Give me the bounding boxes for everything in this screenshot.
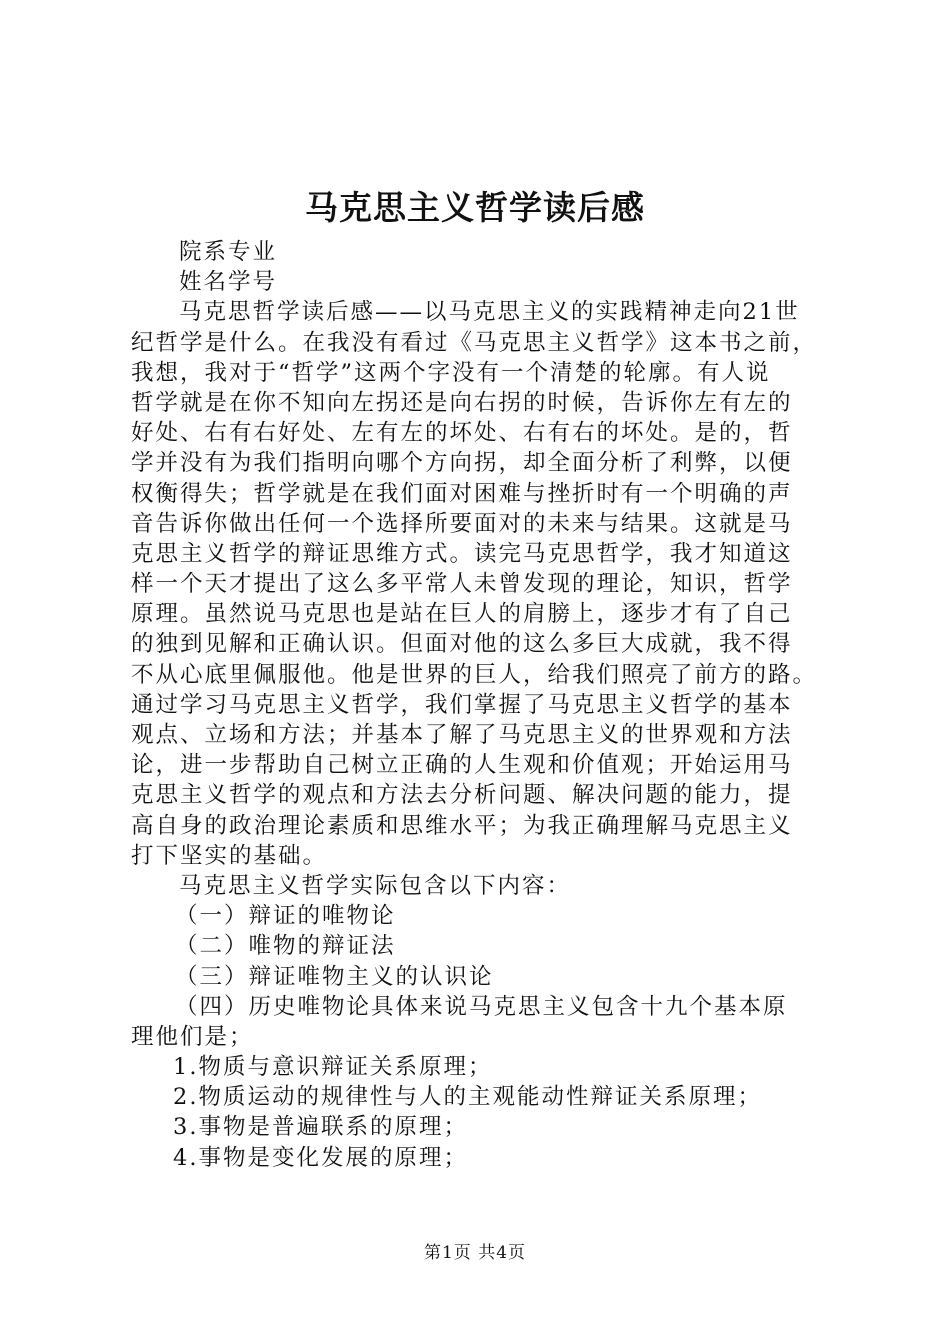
paragraph-line: 不从心底里佩服他。他是世界的巨人，给我们照亮了前方的路。 <box>131 661 818 688</box>
paragraph-line: 马克思哲学读后感——以马克思主义的实践精神走向21世 <box>179 299 800 326</box>
principle-item: 4.事物是变化发展的原理； <box>173 1144 468 1171</box>
paragraph-line: 哲学就是在你不知向左拐还是向右拐的时候，告诉你左有左的 <box>131 389 793 416</box>
document-title: 马克思主义哲学读后感 <box>305 188 645 227</box>
content-intro: 马克思主义哲学实际包含以下内容： <box>179 872 572 899</box>
principle-item: 3.事物是普遍联系的原理； <box>173 1114 468 1141</box>
list-item-4 <box>131 992 833 1052</box>
paragraph-line: 克思主义哲学的观点和方法去分析问题、解决问题的能力，提 <box>131 782 793 809</box>
paragraph-line: 的独到见解和正确认识。但面对他的这么多巨大成就，我不得 <box>131 631 793 658</box>
paragraph-line: 音告诉你做出任何一个选择所要面对的未来与结果。这就是马 <box>131 510 793 537</box>
document-body <box>131 237 833 1173</box>
paragraph-line: 论，进一步帮助自己树立正确的人生观和价值观；开始运用马 <box>131 752 793 779</box>
list-item: （二）唯物的辩证法 <box>175 933 396 960</box>
paragraph-line: 样一个天才提出了这么多平常人未曾发现的理论，知识，哲学 <box>131 571 793 598</box>
paragraph-line: 观点、立场和方法；并基本了解了马克思主义的世界观和方法 <box>131 722 793 748</box>
paragraph-line: 好处、右有右好处、左有左的坏处、右有右的坏处。是的，哲 <box>131 420 793 447</box>
principle-item: 2.物质运动的规律性与人的主观能动性辩证关系原理； <box>173 1084 762 1111</box>
paragraph-line: 通过学习马克思主义哲学，我们掌握了马克思主义哲学的基本 <box>131 691 793 718</box>
principle-item: 1.物质与意识辩证关系原理； <box>173 1054 493 1081</box>
paragraph-line: 学并没有为我们指明向哪个方向拐，却全面分析了利弊，以便 <box>131 450 793 477</box>
paragraph-line: 高自身的政治理论素质和思维水平；为我正确理解马克思主义 <box>131 812 793 839</box>
paragraph-line: 我想，我对于“哲学”这两个字没有一个清楚的轮廓。有人说 <box>131 359 771 386</box>
list-item: （一）辩证的唯物论 <box>175 903 396 930</box>
paragraph-line: 纪哲学是什么。在我没有看过《马克思主义哲学》这本书之前， <box>131 329 818 356</box>
paragraph-line: 克思主义哲学的辩证思维方式。读完马克思哲学，我才知道这 <box>131 540 793 567</box>
paragraph-1 <box>131 297 833 871</box>
department-line: 院系专业 <box>179 239 278 265</box>
list-item-line: 理他们是； <box>131 1023 254 1050</box>
paragraph-line: 打下坚实的基础。 <box>131 842 328 869</box>
paragraph-line: 原理。虽然说马克思也是站在巨人的肩膀上，逐步才有了自己 <box>131 601 793 628</box>
page-footer: 第1页 共4页 <box>423 1243 527 1263</box>
list-item: （三）辩证唯物主义的认识论 <box>175 963 494 990</box>
paragraph-line: 权衡得失；哲学就是在我们面对困难与挫折时有一个明确的声 <box>131 480 793 507</box>
list-item-line: （四）历史唯物论具体来说马克思主义包含十九个基本原 <box>175 993 788 1020</box>
name-line: 姓名学号 <box>179 269 278 296</box>
